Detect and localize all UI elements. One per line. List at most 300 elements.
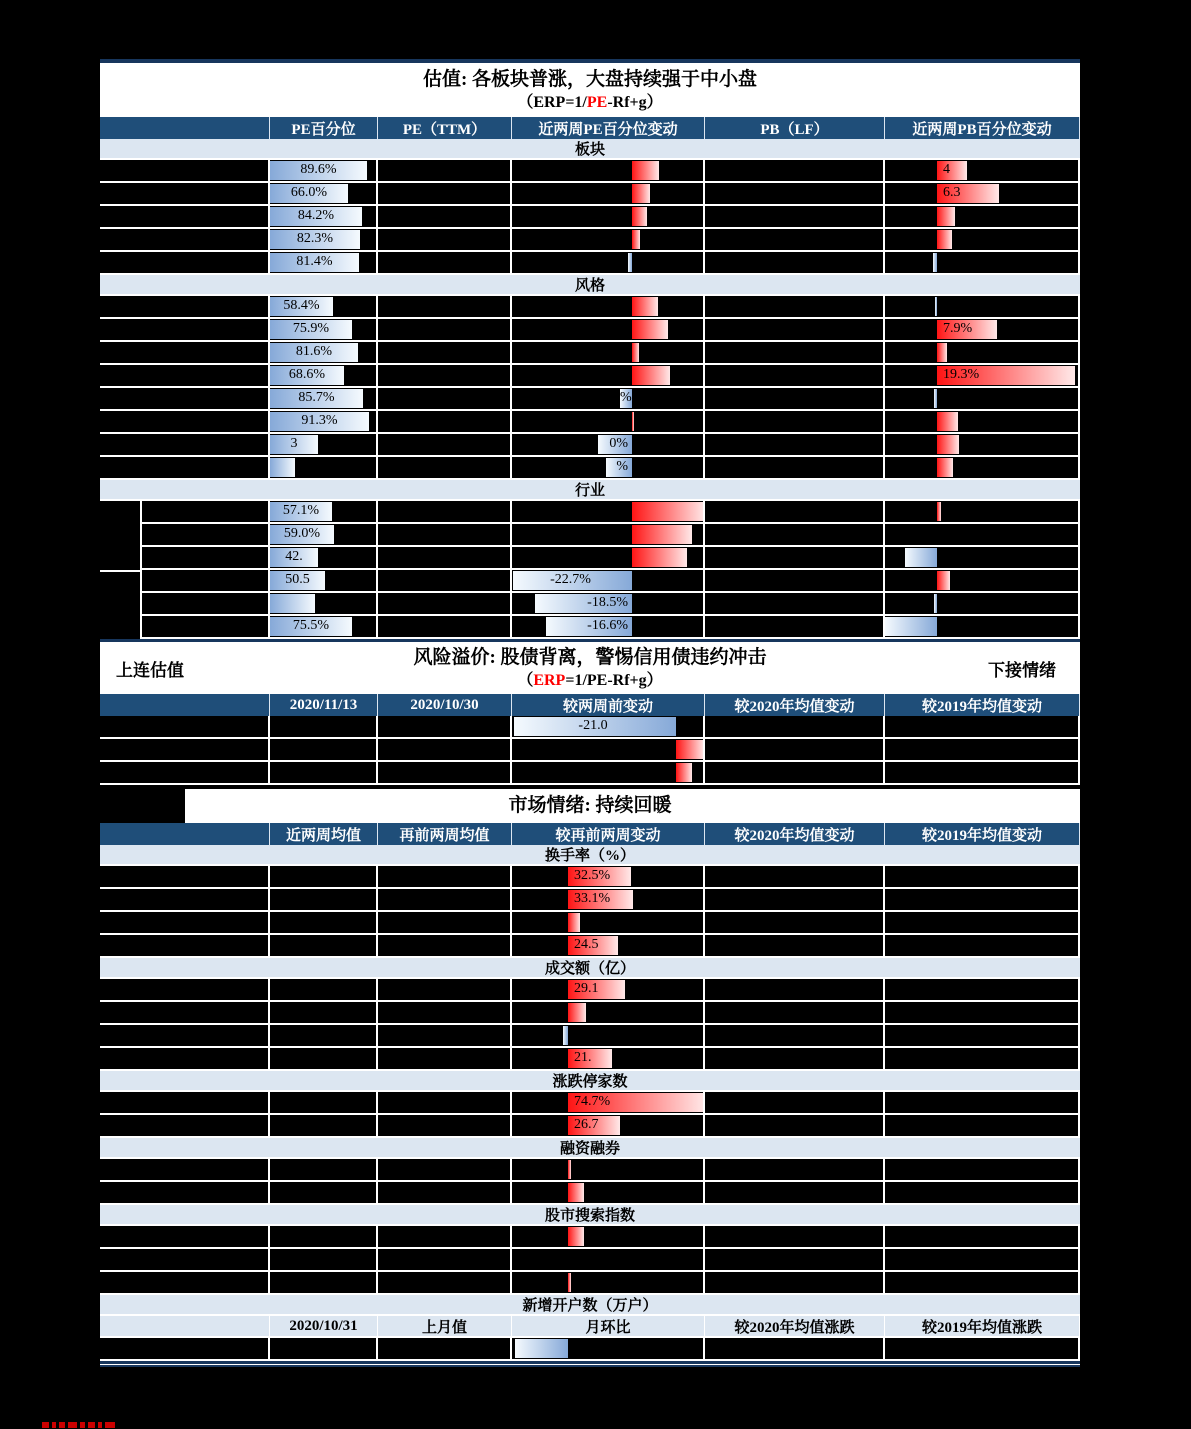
group-label-row: 换手率（%） <box>100 845 1080 866</box>
pe-change-cell <box>512 411 705 432</box>
pe-ttm-cell <box>378 457 512 478</box>
bar-negative <box>935 297 937 316</box>
table-row <box>100 1226 1080 1249</box>
table-row <box>100 388 1080 411</box>
bar-positive <box>632 343 639 362</box>
header-row <box>100 823 1080 845</box>
bar-value: 0% <box>609 436 628 451</box>
bar-positive <box>632 230 640 249</box>
table-row <box>100 1115 1080 1138</box>
pe-ttm-cell <box>378 160 512 181</box>
table-row <box>100 1182 1080 1205</box>
avg-2020-cell <box>705 979 885 1000</box>
value-cell <box>378 935 512 956</box>
pb-cell <box>705 229 885 250</box>
header-row <box>100 694 1080 716</box>
avg-2020-cell <box>705 1249 885 1270</box>
header-cell: 较2019年均值变动 <box>885 823 1080 845</box>
name-cell <box>142 547 270 568</box>
bar-negative <box>628 253 632 272</box>
pe-percentile-cell <box>270 434 378 455</box>
value-cell <box>270 716 378 737</box>
sub-header-row <box>100 1316 1080 1338</box>
header-cell: 近两周PE百分位变动 <box>512 117 705 139</box>
pb-cell <box>705 434 885 455</box>
pb-cell <box>705 616 885 637</box>
pe-percentile-cell <box>270 252 378 273</box>
name-cell <box>100 206 270 227</box>
table-row <box>100 252 1080 275</box>
value-cell <box>270 1338 378 1359</box>
pe-change-cell <box>512 570 705 591</box>
value-cell <box>270 1002 378 1023</box>
value-cell <box>378 1249 512 1270</box>
avg-2019-cell <box>885 1338 1080 1359</box>
avg-2019-cell <box>885 1249 1080 1270</box>
bar-pe-percentile <box>270 458 295 477</box>
bar-positive <box>632 412 634 431</box>
value-cell <box>378 1115 512 1136</box>
value-cell <box>270 912 378 933</box>
header-cell: 较2019年均值涨跌 <box>885 1316 1080 1336</box>
value-cell <box>378 739 512 760</box>
valuation-title: 估值: 各板块普涨，大盘持续强于中小盘 <box>422 69 758 91</box>
group-label-row: 新增开户数（万户） <box>100 1295 1080 1316</box>
name-cell <box>100 889 270 910</box>
table-row <box>100 1025 1080 1048</box>
avg-2020-cell <box>705 1182 885 1203</box>
table-row <box>100 1048 1080 1071</box>
bar-value: -21.0 <box>578 718 608 733</box>
pe-change-cell <box>512 229 705 250</box>
red-mark <box>105 1422 115 1428</box>
pe-percentile-cell <box>270 229 378 250</box>
pe-percentile-value: 84.2% <box>297 208 335 223</box>
change-cell <box>512 1272 705 1293</box>
value-cell <box>270 1272 378 1293</box>
change-cell <box>512 979 705 1000</box>
bar-pe-percentile <box>270 594 315 613</box>
pe-percentile-value: 89.6% <box>300 162 337 177</box>
bar-value: 32.5% <box>574 868 611 883</box>
bar-value: 26.7 <box>574 1117 599 1132</box>
header-cell: 2020/10/31 <box>270 1316 378 1336</box>
table-row <box>142 593 1080 616</box>
pe-percentile-value: 50.5 <box>285 572 310 587</box>
bar-negative <box>563 1026 568 1045</box>
name-cell <box>100 1002 270 1023</box>
bottom-border <box>100 1361 1080 1367</box>
avg-2019-cell <box>885 889 1080 910</box>
pe-ttm-cell <box>378 365 512 386</box>
value-cell <box>270 935 378 956</box>
pb-change-cell <box>885 296 1080 317</box>
pe-change-cell <box>512 319 705 340</box>
group-label-row: 风格 <box>100 275 1080 296</box>
pb-change-cell <box>885 342 1080 363</box>
pe-ttm-cell <box>378 547 512 568</box>
pb-change-cell <box>885 319 1080 340</box>
group-label-row: 行业 <box>100 480 1080 501</box>
avg-2020-cell <box>705 1048 885 1069</box>
change-cell <box>512 1048 705 1069</box>
name-cell <box>142 501 270 522</box>
table-row <box>100 1249 1080 1272</box>
report-table <box>100 59 1080 1367</box>
value-cell <box>270 1226 378 1247</box>
value-cell <box>378 1002 512 1023</box>
pe-percentile-value: 91.3% <box>301 413 338 428</box>
bar-value: 19.3% <box>943 367 980 382</box>
pb-change-cell <box>885 547 1080 568</box>
pe-ttm-cell <box>378 296 512 317</box>
pb-change-cell <box>885 616 1080 637</box>
red-mark <box>80 1422 85 1428</box>
value-cell <box>378 1338 512 1359</box>
header-cell: PB（LF） <box>705 117 885 139</box>
value-cell <box>378 912 512 933</box>
pb-change-cell <box>885 183 1080 204</box>
header-cell: PE（TTM） <box>378 117 512 139</box>
name-cell <box>142 616 270 637</box>
subtitle-post: =1/PE-Rf+g） <box>565 671 663 689</box>
table-row <box>100 912 1080 935</box>
avg-2020-cell <box>705 1025 885 1046</box>
name-cell <box>100 365 270 386</box>
table-row <box>100 206 1080 229</box>
red-mark <box>88 1422 95 1428</box>
pe-percentile-cell <box>270 524 378 545</box>
avg-2019-cell <box>885 1002 1080 1023</box>
name-cell <box>100 1182 270 1203</box>
avg-2020-cell <box>705 1092 885 1113</box>
bar-negative <box>933 253 937 272</box>
header-cell: 较2020年均值变动 <box>705 694 885 716</box>
bar-value: 4 <box>943 162 950 177</box>
value-cell <box>378 1226 512 1247</box>
pb-change-cell <box>885 434 1080 455</box>
name-cell <box>100 866 270 887</box>
pe-change-cell <box>512 501 705 522</box>
name-cell <box>100 1159 270 1180</box>
bar-positive <box>937 571 950 590</box>
pe-percentile-value: 3 <box>290 436 298 451</box>
pe-ttm-cell <box>378 183 512 204</box>
risk-premium-table-body <box>100 694 1080 785</box>
change-cell <box>512 1002 705 1023</box>
avg-2020-cell <box>705 1226 885 1247</box>
pe-percentile-value: 81.6% <box>295 344 333 359</box>
table-row <box>100 160 1080 183</box>
name-cell <box>100 319 270 340</box>
change-cell <box>512 1159 705 1180</box>
pe-ttm-cell <box>378 616 512 637</box>
bar-value: -16.6% <box>587 618 628 633</box>
table-row <box>100 1092 1080 1115</box>
red-mark <box>98 1422 102 1428</box>
change-cell <box>512 1226 705 1247</box>
pe-percentile-cell <box>270 616 378 637</box>
table-row <box>142 524 1080 547</box>
name-cell <box>100 1048 270 1069</box>
pe-ttm-cell <box>378 342 512 363</box>
header-cell <box>100 694 270 716</box>
header-cell: 2020/11/13 <box>270 694 378 716</box>
value-cell <box>378 1025 512 1046</box>
pb-cell <box>705 570 885 591</box>
value-cell <box>270 1092 378 1113</box>
name-cell <box>100 935 270 956</box>
group-label-row: 融资融券 <box>100 1138 1080 1159</box>
pb-change-cell <box>885 501 1080 522</box>
value-cell <box>270 739 378 760</box>
pe-ttm-cell <box>378 411 512 432</box>
change-cell <box>512 762 705 783</box>
bar-value: 74.7% <box>574 1094 611 1109</box>
name-cell <box>100 1338 270 1359</box>
bar-positive <box>632 525 692 544</box>
pb-cell <box>705 183 885 204</box>
table-row <box>100 365 1080 388</box>
valuation-title-area <box>100 63 1080 117</box>
value-cell <box>378 889 512 910</box>
change-cell <box>512 1092 705 1113</box>
left-link-label: 上连估值 <box>116 660 184 680</box>
bar-positive <box>568 1273 571 1292</box>
subtitle-pre: （ <box>517 671 534 689</box>
bar-value: -18.5% <box>587 595 628 610</box>
pe-percentile-value: 58.4% <box>283 298 320 313</box>
avg-2019-cell <box>885 1159 1080 1180</box>
subtitle-pre: （ERP=1/ <box>517 93 587 111</box>
pe-change-cell <box>512 457 705 478</box>
right-link-label: 下接情绪 <box>988 660 1056 680</box>
value-cell <box>270 1048 378 1069</box>
avg-2019-cell <box>885 1025 1080 1046</box>
table-row <box>100 1159 1080 1182</box>
industry-split-block <box>100 501 1080 639</box>
bar-value: % <box>616 459 628 474</box>
pe-percentile-cell <box>270 547 378 568</box>
bar-positive <box>632 320 668 339</box>
pb-change-cell <box>885 411 1080 432</box>
pe-percentile-cell <box>270 388 378 409</box>
name-cell <box>100 979 270 1000</box>
value-cell <box>378 1092 512 1113</box>
header-cell: 较再前两周变动 <box>512 823 705 845</box>
pb-change-cell <box>885 593 1080 614</box>
avg-2019-cell <box>885 1272 1080 1293</box>
pb-cell <box>705 547 885 568</box>
header-cell: 较两周前变动 <box>512 694 705 716</box>
name-cell <box>142 570 270 591</box>
pb-cell <box>705 160 885 181</box>
pe-change-cell <box>512 342 705 363</box>
risk-premium-subtitle <box>517 671 662 690</box>
subtitle-red: ERP <box>533 671 566 689</box>
table-row <box>100 319 1080 342</box>
bar-positive <box>632 297 658 316</box>
value-cell <box>270 1249 378 1270</box>
risk-premium-title-area <box>100 642 1080 694</box>
sentiment-title: 市场情绪: 持续回暖 <box>508 794 672 816</box>
pe-percentile-value: 81.4% <box>296 254 333 269</box>
pb-cell <box>705 524 885 545</box>
name-cell <box>100 388 270 409</box>
avg-2020-cell <box>705 739 885 760</box>
table-row <box>100 866 1080 889</box>
table-row <box>142 570 1080 593</box>
pe-change-cell <box>512 252 705 273</box>
table-row <box>142 501 1080 524</box>
industry-rows <box>142 501 1080 639</box>
value-cell <box>270 979 378 1000</box>
header-cell: PE百分位 <box>270 117 378 139</box>
avg-2020-cell <box>705 762 885 783</box>
avg-2019-cell <box>885 716 1080 737</box>
table-row <box>100 457 1080 480</box>
bar-positive <box>676 740 704 759</box>
pb-cell <box>705 342 885 363</box>
avg-2020-cell <box>705 912 885 933</box>
change-cell <box>512 866 705 887</box>
redacted-box <box>100 789 185 823</box>
bar-positive <box>568 1183 584 1202</box>
pe-percentile-value: 66.0% <box>290 185 328 200</box>
avg-2019-cell <box>885 762 1080 783</box>
pe-percentile-cell <box>270 457 378 478</box>
value-cell <box>270 889 378 910</box>
pb-change-cell <box>885 229 1080 250</box>
pb-cell <box>705 252 885 273</box>
bar-positive <box>568 913 580 932</box>
red-mark <box>68 1422 77 1428</box>
pe-change-cell <box>512 206 705 227</box>
avg-2020-cell <box>705 1272 885 1293</box>
avg-2020-cell <box>705 935 885 956</box>
avg-2019-cell <box>885 935 1080 956</box>
pe-percentile-value: 75.5% <box>292 618 330 633</box>
header-row <box>100 117 1080 139</box>
table-row <box>100 434 1080 457</box>
table-row <box>100 762 1080 785</box>
pe-percentile-value: 59.0% <box>283 526 321 541</box>
name-cell <box>142 593 270 614</box>
change-cell <box>512 1115 705 1136</box>
bar-negative <box>905 548 937 567</box>
avg-2019-cell <box>885 866 1080 887</box>
bar-positive <box>676 763 692 782</box>
group-label-row: 板块 <box>100 139 1080 160</box>
name-cell <box>100 252 270 273</box>
avg-2020-cell <box>705 716 885 737</box>
table-row <box>100 229 1080 252</box>
avg-2020-cell <box>705 1338 885 1359</box>
bar-value: -22.7% <box>550 572 591 587</box>
pe-percentile-cell <box>270 183 378 204</box>
avg-2020-cell <box>705 1002 885 1023</box>
header-cell: 月环比 <box>512 1316 705 1336</box>
bar-negative <box>515 1339 568 1358</box>
change-cell <box>512 889 705 910</box>
bar-positive <box>568 1227 584 1246</box>
valuation-table-body <box>100 117 1080 639</box>
avg-2020-cell <box>705 866 885 887</box>
pe-change-cell <box>512 296 705 317</box>
avg-2020-cell <box>705 1159 885 1180</box>
bar-negative <box>934 594 937 613</box>
pe-ttm-cell <box>378 593 512 614</box>
pe-percentile-cell <box>270 501 378 522</box>
bar-positive <box>937 230 952 249</box>
pb-cell <box>705 501 885 522</box>
name-cell <box>100 434 270 455</box>
pe-percentile-value: 68.6% <box>288 367 326 382</box>
table-row <box>100 979 1080 1002</box>
bar-positive <box>937 207 955 226</box>
value-cell <box>378 716 512 737</box>
name-cell <box>100 1272 270 1293</box>
value-cell <box>378 1048 512 1069</box>
name-cell <box>100 342 270 363</box>
bar-value: 7.9% <box>943 321 973 336</box>
name-cell <box>100 739 270 760</box>
pe-change-cell <box>512 593 705 614</box>
value-cell <box>378 1182 512 1203</box>
pe-percentile-value: 85.7% <box>298 390 335 405</box>
pb-cell <box>705 388 885 409</box>
pb-cell <box>705 457 885 478</box>
pb-cell <box>705 296 885 317</box>
name-cell <box>142 524 270 545</box>
pe-percentile-cell <box>270 342 378 363</box>
pe-change-cell <box>512 183 705 204</box>
change-cell <box>512 739 705 760</box>
table-row <box>142 547 1080 570</box>
bar-positive <box>632 184 650 203</box>
pe-percentile-cell <box>270 365 378 386</box>
pb-change-cell <box>885 524 1080 545</box>
subtitle-post: -Rf+g） <box>607 93 663 111</box>
pe-ttm-cell <box>378 570 512 591</box>
value-cell <box>378 1272 512 1293</box>
header-cell: 上月值 <box>378 1316 512 1336</box>
valuation-subtitle <box>517 93 662 112</box>
header-cell: 近两周PB百分位变动 <box>885 117 1080 139</box>
pb-change-cell <box>885 365 1080 386</box>
table-row <box>142 616 1080 639</box>
change-cell <box>512 935 705 956</box>
footer-red-fragment <box>42 1422 115 1428</box>
avg-2019-cell <box>885 739 1080 760</box>
bar-positive <box>632 207 647 226</box>
pe-ttm-cell <box>378 206 512 227</box>
pe-ttm-cell <box>378 434 512 455</box>
value-cell <box>378 1159 512 1180</box>
red-mark <box>42 1422 49 1428</box>
avg-2019-cell <box>885 1226 1080 1247</box>
name-cell <box>100 296 270 317</box>
value-cell <box>270 1025 378 1046</box>
avg-2019-cell <box>885 979 1080 1000</box>
pe-change-cell <box>512 434 705 455</box>
table-row <box>100 342 1080 365</box>
name-cell <box>100 457 270 478</box>
avg-2020-cell <box>705 1115 885 1136</box>
avg-2019-cell <box>885 1092 1080 1113</box>
header-cell <box>100 117 270 139</box>
value-cell <box>378 762 512 783</box>
